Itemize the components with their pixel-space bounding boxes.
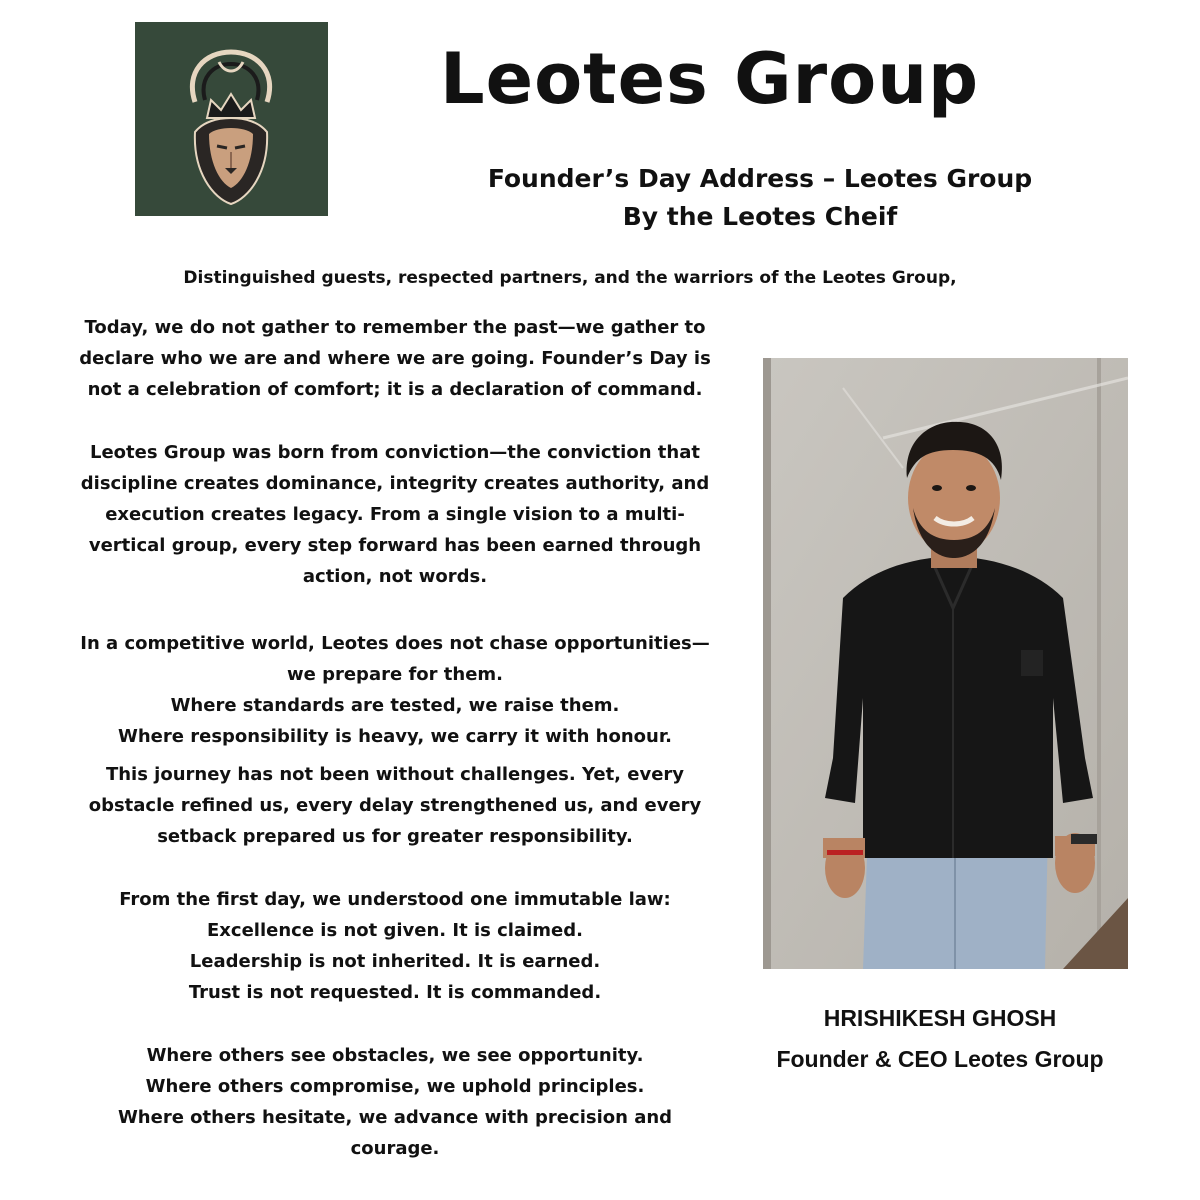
paragraph-line: Today, we do not gather to remember the past—we gather to <box>84 317 706 338</box>
founder-photo <box>763 358 1128 969</box>
paragraph-4 <box>20 759 770 852</box>
brand-title: Leotes Group <box>440 38 980 120</box>
salutation: Distinguished guests, respected partners, and the warriors of the Leotes Group, <box>183 268 957 288</box>
paragraph-3 <box>20 628 770 752</box>
paragraph-line: setback prepared us for greater responsibility. <box>157 826 633 847</box>
paragraph-line: From the first day, we understood one immutable law: <box>119 889 671 910</box>
paragraph-line: Leadership is not inherited. It is earned. <box>189 951 601 972</box>
paragraph-line: action, not words. <box>302 566 488 587</box>
paragraph-line: Leotes Group was born from conviction—the conviction that <box>90 442 700 463</box>
paragraph-line: not a celebration of comfort; it is a declaration of command. <box>87 379 703 400</box>
crowned-lion-logo-icon <box>135 22 328 216</box>
paragraph-line: This journey has not been without challenges. Yet, every <box>105 764 685 785</box>
paragraph-line: discipline creates dominance, integrity creates authority, and <box>80 473 710 494</box>
paragraph-6 <box>20 1040 770 1164</box>
paragraph-line: execution creates legacy. From a single vision to a multi- <box>105 504 685 525</box>
paragraph-line: Where standards are tested, we raise them. <box>170 695 620 716</box>
paragraph-2 <box>20 437 770 592</box>
paragraph-line: Where responsibility is heavy, we carry it with honour. <box>118 726 672 747</box>
paragraph-line: declare who we are and where we are going. Founder’s Day is <box>79 348 711 369</box>
paragraph-line: we prepare for them. <box>286 664 504 685</box>
address-subtitle <box>400 160 1120 236</box>
paragraph-line: obstacle refined us, every delay strengthened us, and every <box>88 795 702 816</box>
paragraph-line: Excellence is not given. It is claimed. <box>207 920 583 941</box>
paragraph-line: courage. <box>350 1138 440 1159</box>
founder-name: HRISHIKESH GHOSH <box>823 1005 1057 1031</box>
paragraph-5 <box>20 884 770 1008</box>
paragraph-line: vertical group, every step forward has been earned through <box>88 535 702 556</box>
company-logo <box>135 22 328 216</box>
subtitle-author-line: By the Leotes Cheif <box>622 202 898 231</box>
paragraph-line: Where others compromise, we uphold principles. <box>145 1076 645 1097</box>
founder-title: Founder & CEO Leotes Group <box>776 1046 1104 1072</box>
paragraph-line: Where others hesitate, we advance with precision and <box>117 1107 673 1128</box>
paragraph-line: Trust is not requested. It is commanded. <box>188 982 602 1003</box>
subtitle-line: Founder’s Day Address – Leotes Group <box>487 164 1033 193</box>
paragraph-1 <box>20 312 770 405</box>
paragraph-line: In a competitive world, Leotes does not chase opportunities— <box>80 633 710 654</box>
paragraph-line: Where others see obstacles, we see opportunity. <box>146 1045 644 1066</box>
